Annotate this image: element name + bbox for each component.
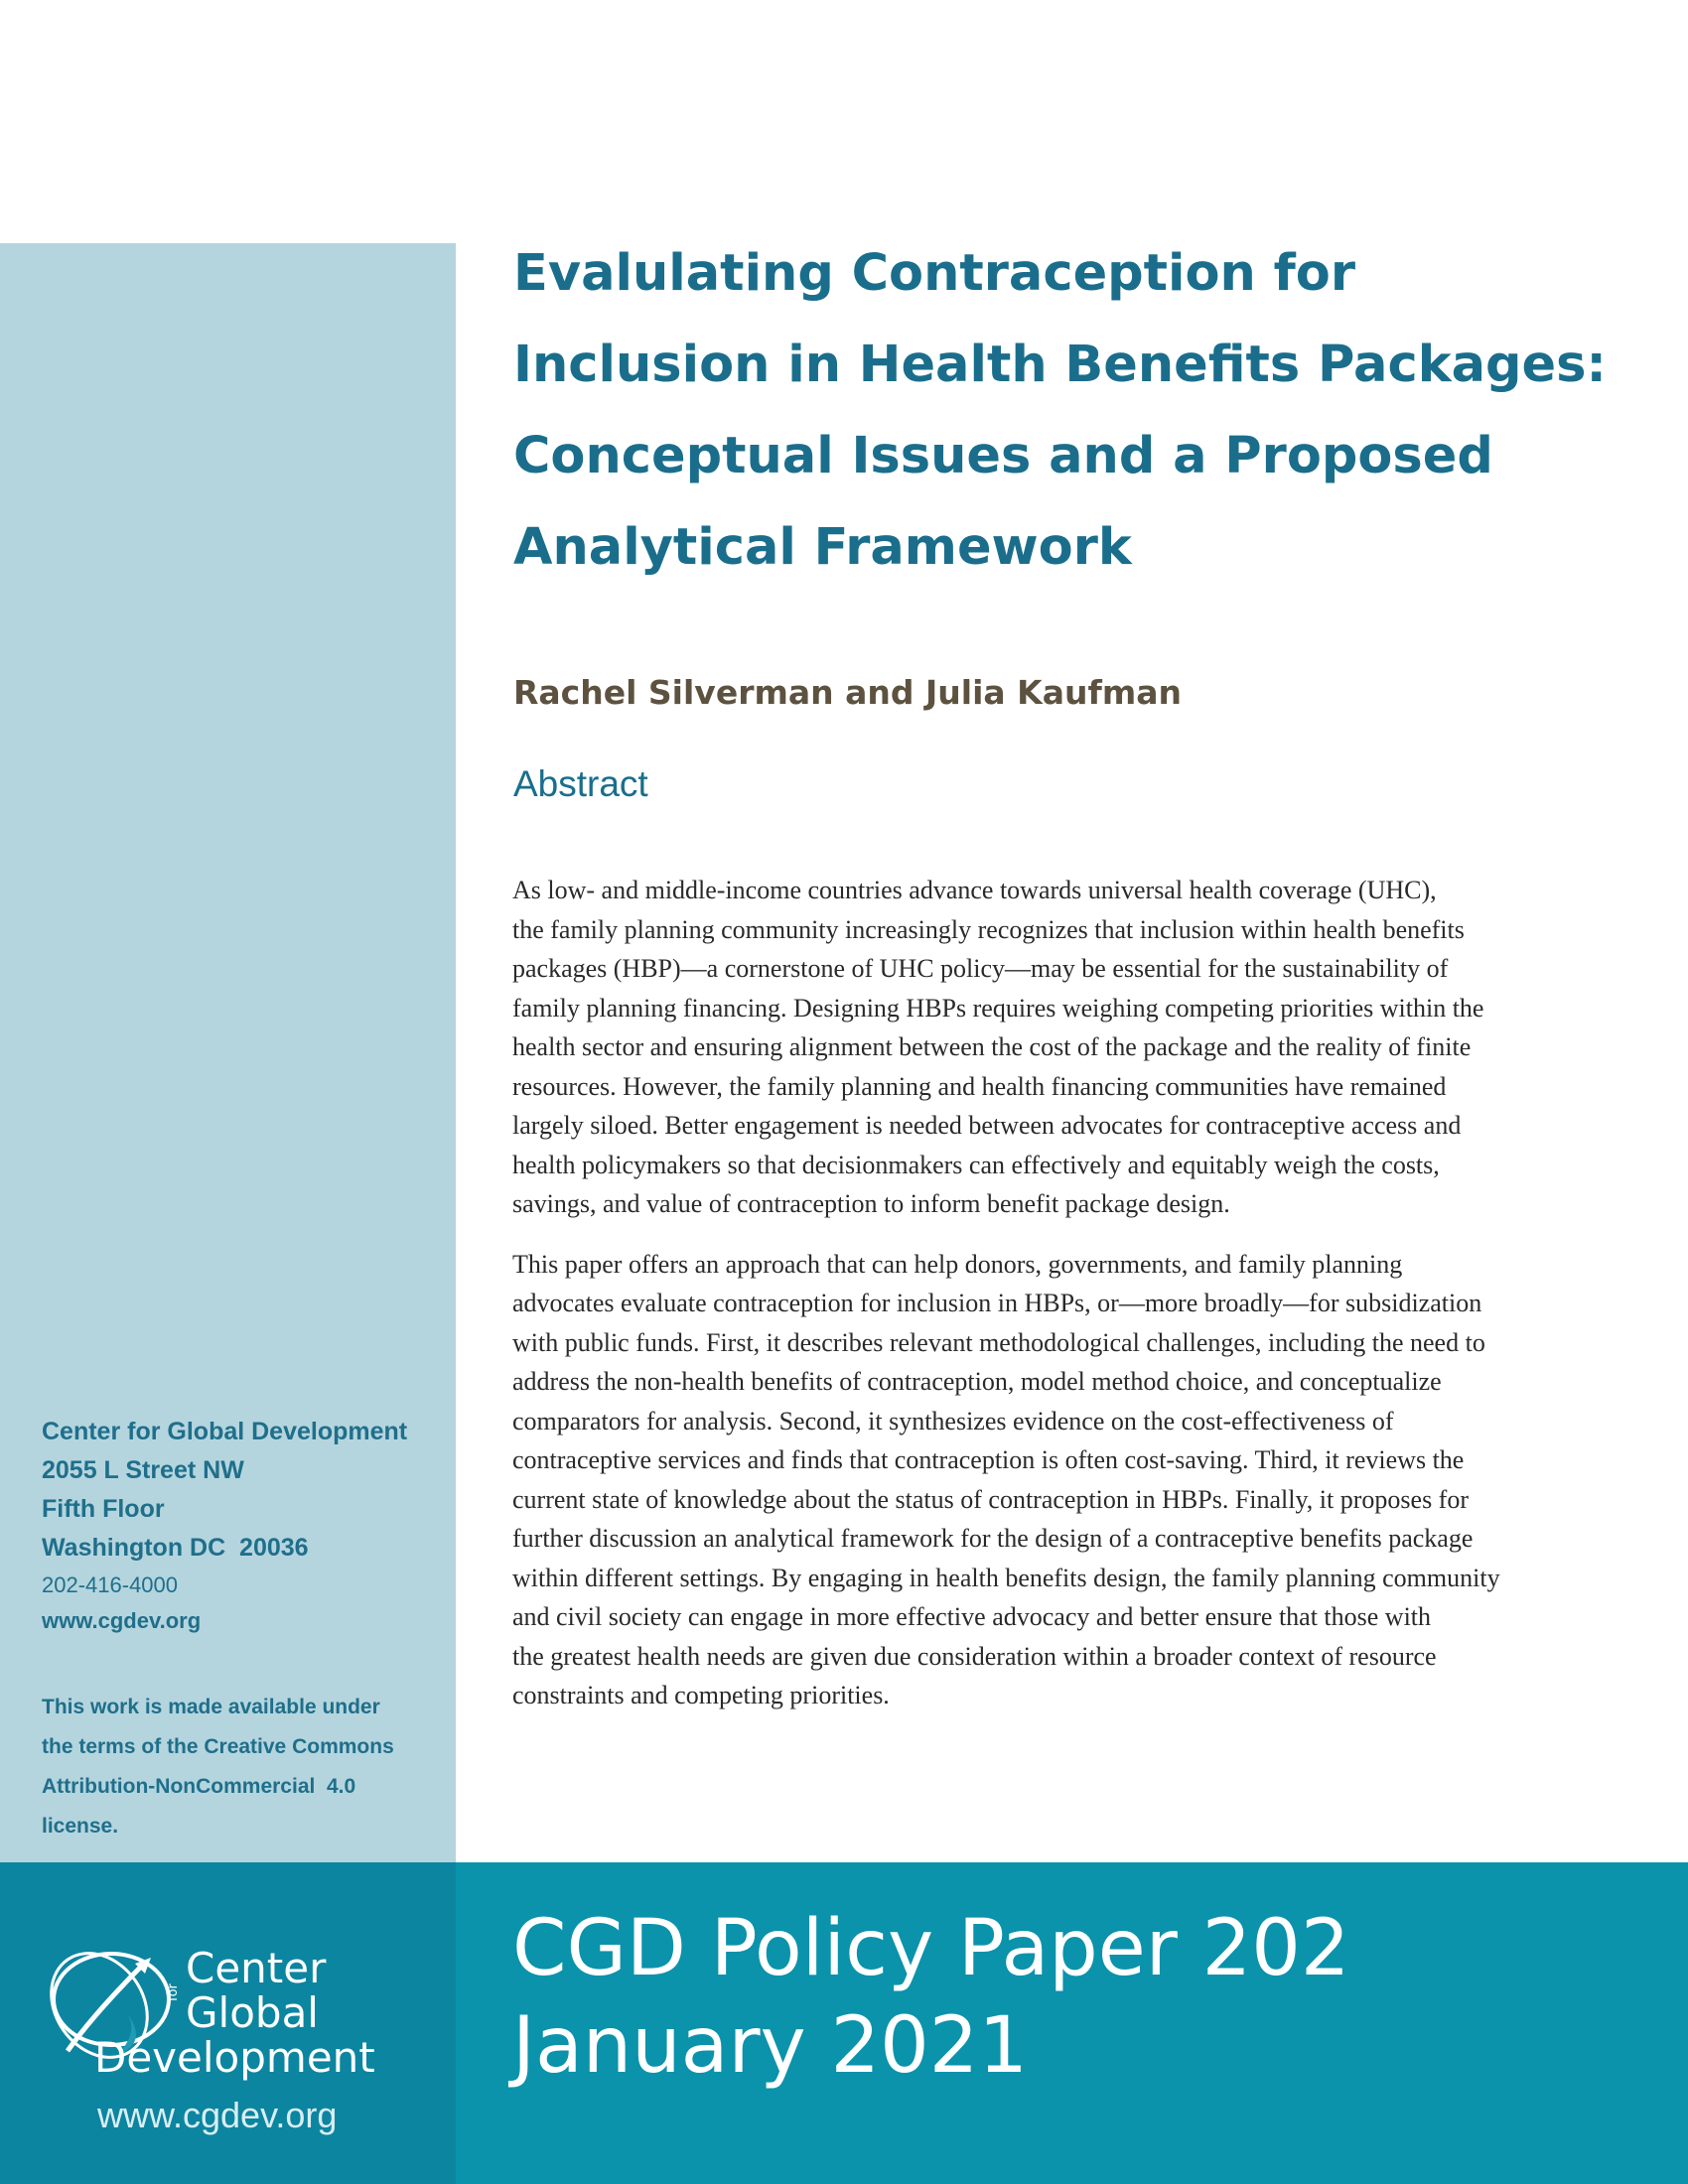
abstract-line: comparators for analysis. Second, it synthesizes evidence on the cost-effectiveness of [512, 1406, 1394, 1435]
abstract-line: largely siloed. Better engagement is needed between advocates for contraceptive access and [512, 1111, 1462, 1140]
abstract-line: advocates evaluate contraception for inclusion in HBPs, or—more broadly—for subsidization [512, 1289, 1482, 1317]
website-link[interactable]: www.cgdev.org [42, 1608, 202, 1633]
abstract-line: health policymakers so that decisionmakers can effectively and equitably weigh the costs, [512, 1150, 1440, 1179]
abstract-line: As low- and middle-income countries advance towards universal health coverage (UHC), [512, 876, 1437, 904]
floor-address: Fifth Floor [42, 1495, 165, 1523]
abstract-heading: Abstract [513, 763, 648, 804]
phone-number: 202-416-4000 [42, 1572, 179, 1597]
abstract-line: family planning financing. Designing HBPs requires weighing competing priorities within the [512, 993, 1484, 1023]
logo-line-3: Development [94, 2033, 375, 2082]
abstract-line: further discussion an analytical framework for the design of a contraceptive benefits package [512, 1524, 1474, 1553]
abstract-line: savings, and value of contraception to inform benefit package design. [512, 1189, 1230, 1218]
title-line: Conceptual Issues and a Proposed [513, 427, 1493, 485]
abstract-paragraph-2 [512, 1245, 1654, 1715]
title-line: Analytical Framework [513, 518, 1132, 577]
license-line: This work is made available under [42, 1696, 380, 1718]
license-line: Attribution-NonCommercial 4.0 [42, 1775, 356, 1798]
abstract-line: the family planning community increasingly recognizes that inclusion within health benefits [512, 914, 1465, 944]
license-line: license. [42, 1815, 119, 1838]
license-notice [42, 1688, 439, 1846]
authors: Rachel Silverman and Julia Kaufman [513, 673, 1182, 712]
abstract-line: address the non-health benefits of contraception, model method choice, and conceptualize [512, 1367, 1442, 1396]
license-line: the terms of the Creative Commons [42, 1735, 394, 1758]
logo-url-link[interactable]: www.cgdev.org [97, 2095, 338, 2135]
contact-block [42, 1413, 439, 1639]
logo-for: for [166, 1983, 181, 2001]
org-name: Center for Global Development [42, 1418, 408, 1445]
abstract-line: within different settings. By engaging in health benefits design, the family planning community [512, 1563, 1500, 1592]
abstract-line: resources. However, the family planning and health financing communities have remained [512, 1071, 1447, 1101]
title-line: Inclusion in Health Benefits Packages: [513, 336, 1607, 394]
abstract-line: contraceptive services and finds that contraception is often cost-saving. Third, it reviews the [512, 1445, 1465, 1474]
logo-line-2: Global [186, 1988, 319, 2037]
street-address: 2055 L Street NW [42, 1456, 244, 1484]
abstract-line: packages (HBP)—a cornerstone of UHC policy—may be essential for the sustainability of [512, 954, 1449, 983]
abstract-line: current state of knowledge about the status of contraception in HBPs. Finally, it proposes for [512, 1484, 1470, 1514]
logo-line-1: Center [186, 1944, 327, 1992]
publication-date: January 2021 [512, 2001, 1028, 2091]
abstract-line: and civil society can engage in more effective advocacy and better ensure that those with [512, 1602, 1432, 1631]
abstract-line: This paper offers an approach that can help donors, governments, and family planning [512, 1249, 1403, 1279]
abstract-paragraph-1 [512, 871, 1654, 1224]
abstract-line: with public funds. First, it describes relevant methodological challenges, including the need to [512, 1327, 1485, 1357]
abstract-body [512, 871, 1654, 1715]
abstract-line: health sector and ensuring alignment between the cost of the package and the reality of finite [512, 1032, 1472, 1061]
abstract-line: constraints and competing priorities. [512, 1681, 890, 1709]
city-address: Washington DC 20036 [42, 1534, 309, 1562]
title-line: Evalulating Contraception for [513, 244, 1355, 303]
footer-band [0, 1862, 1688, 2184]
series-number: CGD Policy Paper 202 [512, 1904, 1350, 1993]
abstract-line: the greatest health needs are given due consideration within a broader context of resource [512, 1641, 1437, 1671]
paper-title [513, 228, 1655, 594]
